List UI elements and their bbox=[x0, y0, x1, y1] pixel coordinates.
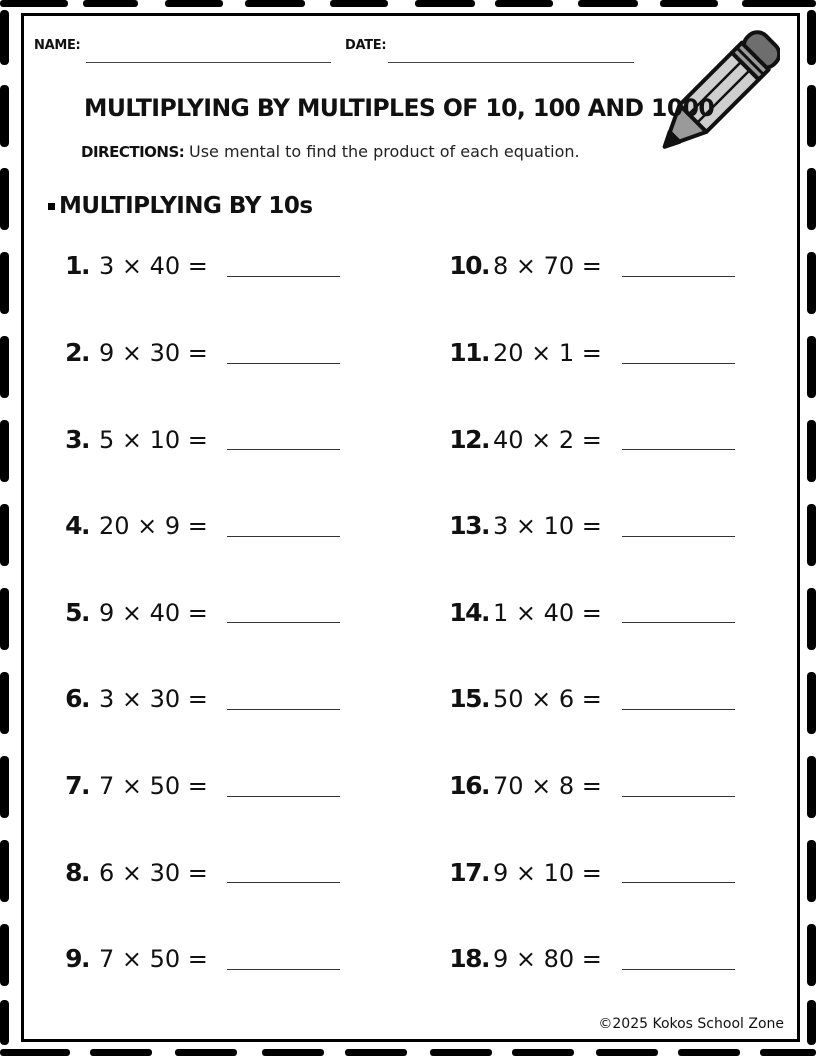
problem-number: 10. bbox=[449, 251, 489, 280]
problem-equation: 70 × 8 = bbox=[493, 772, 602, 800]
problem-12 bbox=[400, 425, 800, 459]
name-field[interactable] bbox=[86, 62, 331, 63]
answer-blank-5[interactable] bbox=[227, 622, 340, 623]
problem-equation: 1 × 40 = bbox=[493, 599, 602, 627]
section-heading bbox=[48, 193, 313, 219]
problem-equation: 40 × 2 = bbox=[493, 426, 602, 454]
answer-blank-16[interactable] bbox=[622, 796, 735, 797]
problem-equation: 7 × 50 = bbox=[99, 772, 208, 800]
answer-blank-15[interactable] bbox=[622, 709, 735, 710]
date-label: DATE: bbox=[345, 38, 387, 53]
problem-6 bbox=[0, 684, 400, 718]
directions bbox=[81, 142, 580, 162]
problem-number: 12. bbox=[449, 425, 489, 454]
problem-number: 9. bbox=[65, 944, 89, 973]
problem-equation: 9 × 80 = bbox=[493, 945, 602, 973]
problem-11 bbox=[400, 338, 800, 372]
answer-blank-8[interactable] bbox=[227, 882, 340, 883]
answer-blank-2[interactable] bbox=[227, 363, 340, 364]
section-heading-text: MULTIPLYING BY 10s bbox=[59, 193, 313, 219]
problem-5 bbox=[0, 598, 400, 632]
problem-9 bbox=[0, 944, 400, 978]
problem-number: 11. bbox=[449, 338, 489, 367]
problem-1 bbox=[0, 251, 400, 285]
answer-blank-7[interactable] bbox=[227, 796, 340, 797]
problem-number: 17. bbox=[449, 858, 489, 887]
problem-15 bbox=[400, 684, 800, 718]
directions-text: Use mental to find the product of each equation. bbox=[189, 142, 580, 161]
problem-equation: 6 × 30 = bbox=[99, 859, 208, 887]
problem-equation: 9 × 10 = bbox=[493, 859, 602, 887]
problem-equation: 50 × 6 = bbox=[493, 685, 602, 713]
problem-10 bbox=[400, 251, 800, 285]
problem-number: 1. bbox=[65, 251, 89, 280]
problem-number: 7. bbox=[65, 771, 89, 800]
problem-number: 14. bbox=[449, 598, 489, 627]
problem-equation: 8 × 70 = bbox=[493, 252, 602, 280]
problem-number: 13. bbox=[449, 511, 489, 540]
answer-blank-3[interactable] bbox=[227, 449, 340, 450]
answer-blank-1[interactable] bbox=[227, 276, 340, 277]
problem-2 bbox=[0, 338, 400, 372]
problem-number: 2. bbox=[65, 338, 89, 367]
problem-4 bbox=[0, 511, 400, 545]
problem-number: 8. bbox=[65, 858, 89, 887]
name-label: NAME: bbox=[34, 38, 81, 53]
problem-number: 16. bbox=[449, 771, 489, 800]
date-field[interactable] bbox=[388, 62, 634, 63]
problem-equation: 20 × 9 = bbox=[99, 512, 208, 540]
problem-8 bbox=[0, 858, 400, 892]
answer-blank-13[interactable] bbox=[622, 536, 735, 537]
problem-14 bbox=[400, 598, 800, 632]
problem-equation: 20 × 1 = bbox=[493, 339, 602, 367]
answer-blank-17[interactable] bbox=[622, 882, 735, 883]
problem-equation: 3 × 30 = bbox=[99, 685, 208, 713]
problem-13 bbox=[400, 511, 800, 545]
answer-blank-18[interactable] bbox=[622, 969, 735, 970]
problem-18 bbox=[400, 944, 800, 978]
answer-blank-10[interactable] bbox=[622, 276, 735, 277]
problem-number: 18. bbox=[449, 944, 489, 973]
problem-number: 5. bbox=[65, 598, 89, 627]
bullet-icon bbox=[48, 203, 55, 210]
problem-equation: 3 × 40 = bbox=[99, 252, 208, 280]
problem-16 bbox=[400, 771, 800, 805]
problem-equation: 3 × 10 = bbox=[493, 512, 602, 540]
pencil-icon bbox=[655, 28, 780, 158]
answer-blank-9[interactable] bbox=[227, 969, 340, 970]
problem-7 bbox=[0, 771, 400, 805]
problem-equation: 9 × 30 = bbox=[99, 339, 208, 367]
problem-number: 6. bbox=[65, 684, 89, 713]
copyright-footer: ©2025 Kokos School Zone bbox=[598, 1016, 784, 1032]
answer-blank-14[interactable] bbox=[622, 622, 735, 623]
directions-label: DIRECTIONS: bbox=[81, 143, 185, 161]
problem-number: 4. bbox=[65, 511, 89, 540]
problem-17 bbox=[400, 858, 800, 892]
answer-blank-11[interactable] bbox=[622, 363, 735, 364]
problem-number: 15. bbox=[449, 684, 489, 713]
problem-number: 3. bbox=[65, 425, 89, 454]
worksheet-title: MULTIPLYING BY MULTIPLES OF 10, 100 AND 1000 bbox=[84, 94, 715, 122]
problem-3 bbox=[0, 425, 400, 459]
problem-equation: 9 × 40 = bbox=[99, 599, 208, 627]
answer-blank-6[interactable] bbox=[227, 709, 340, 710]
problem-equation: 5 × 10 = bbox=[99, 426, 208, 454]
answer-blank-12[interactable] bbox=[622, 449, 735, 450]
problem-equation: 7 × 50 = bbox=[99, 945, 208, 973]
answer-blank-4[interactable] bbox=[227, 536, 340, 537]
